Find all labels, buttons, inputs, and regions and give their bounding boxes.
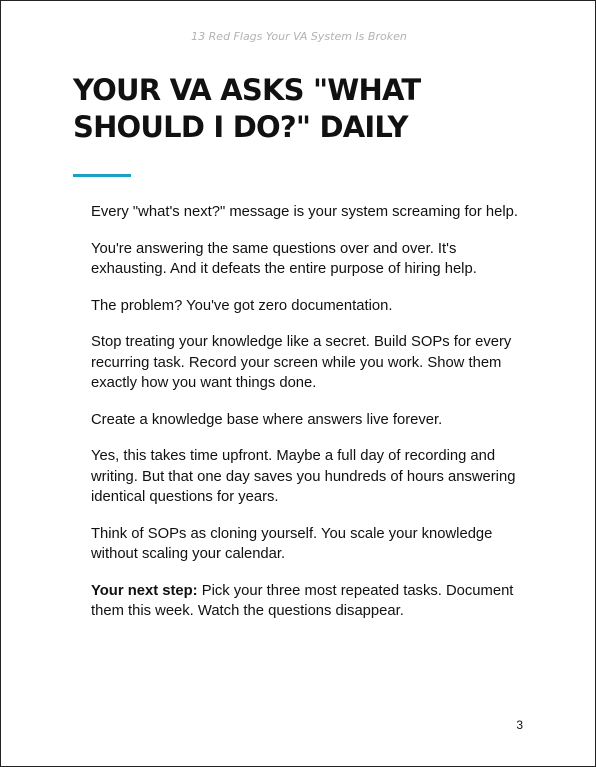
section-title: YOUR VA ASKS "WHAT SHOULD I DO?" DAILY (73, 73, 421, 144)
paragraph: The problem? You've got zero documentation. (91, 297, 393, 314)
next-step-text: Pick your three most repeated tasks. Document them this week. Watch the questions disappear. (91, 582, 514, 619)
page-number: 3 (516, 718, 523, 732)
running-header: 13 Red Flags Your VA System Is Broken (191, 30, 407, 43)
body-text (91, 202, 531, 638)
paragraph: Create a knowledge base where answers live forever. (91, 411, 443, 428)
next-step-label: Your next step: (91, 582, 198, 599)
paragraph: You're answering the same questions over and over. It's exhausting. And it defeats the entire purpose of hiring help. (91, 240, 477, 277)
title-accent-rule (73, 174, 131, 177)
paragraph: Stop treating your knowledge like a secret. Build SOPs for every recurring task. Record your screen while you work. Show them exactly how you want things done. (91, 334, 512, 391)
paragraph: Yes, this takes time upfront. Maybe a full day of recording and writing. But that one day saves you hundreds of hours answering identical questions for years. (91, 448, 516, 505)
paragraph: Every "what's next?" message is your system screaming for help. (91, 204, 518, 220)
next-step-paragraph (91, 581, 531, 622)
paragraph: Think of SOPs as cloning yourself. You scale your knowledge without scaling your calendar. (91, 525, 493, 562)
